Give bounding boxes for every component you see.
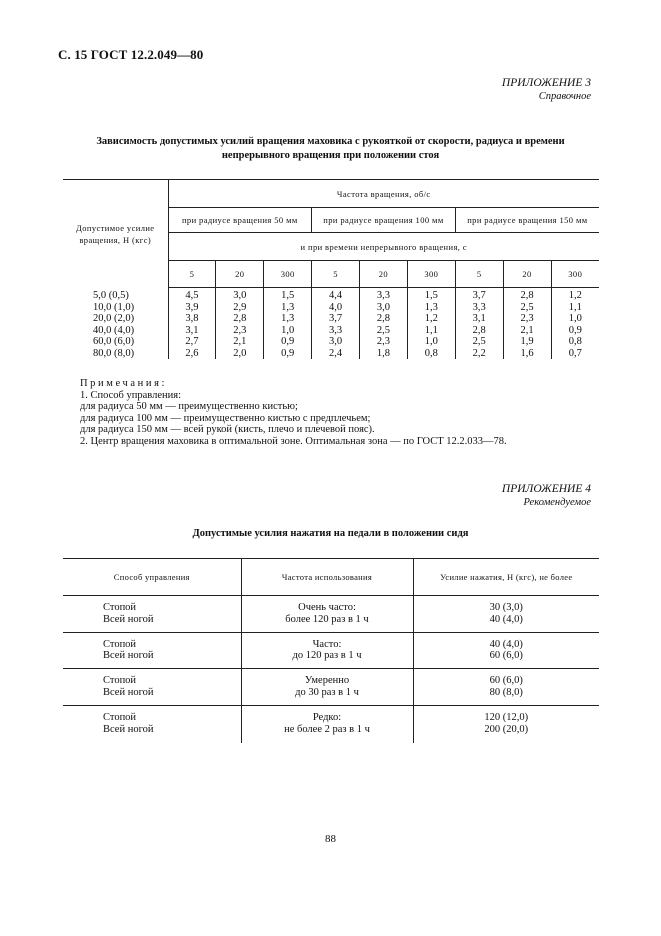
speed-cell: 2,3 bbox=[503, 313, 551, 325]
time-value: 20 bbox=[503, 261, 551, 288]
control-mode-cell bbox=[63, 596, 241, 633]
note-line: для радиуса 150 мм — всей рукой (кисть, плечо и плечевой пояс). bbox=[80, 424, 375, 436]
speed-cell: 1,9 bbox=[503, 336, 551, 348]
appendix-3-heading bbox=[502, 76, 591, 104]
speed-cell: 3,8 bbox=[168, 313, 216, 325]
table-row bbox=[63, 325, 599, 337]
time-header: и при времени непрерывного вращения, с bbox=[168, 233, 599, 261]
speed-cell: 3,0 bbox=[216, 288, 264, 302]
pressing-force-cell-line: 200 (20,0) bbox=[484, 723, 529, 735]
table-row bbox=[63, 632, 599, 669]
table-row bbox=[63, 313, 599, 325]
force-cell: 20,0 (2,0) bbox=[93, 313, 135, 324]
speed-cell: 3,3 bbox=[455, 302, 503, 314]
control-mode-cell-line: Стопой bbox=[103, 711, 137, 723]
usage-frequency-cell-line: более 120 раз в 1 ч bbox=[285, 613, 369, 625]
speed-cell: 3,9 bbox=[168, 302, 216, 314]
usage-frequency-cell-line: до 120 раз в 1 ч bbox=[292, 650, 362, 662]
control-mode-cell-line: Стопой bbox=[103, 638, 137, 650]
note-line: для радиуса 50 мм — преимущественно кистью; bbox=[80, 401, 298, 413]
pressing-force-cell bbox=[413, 705, 599, 743]
usage-frequency-cell-line: не более 2 раз в 1 ч bbox=[284, 723, 370, 735]
table-2-caption: Допустимые усилия нажатия на педали в положении сидя bbox=[192, 528, 469, 539]
speed-cell: 4,5 bbox=[168, 288, 216, 302]
table-1-caption-line-2: непрерывного вращения при положении стоя bbox=[221, 150, 440, 161]
table-row bbox=[63, 348, 599, 360]
table-row bbox=[63, 288, 599, 302]
speed-cell: 4,4 bbox=[312, 288, 360, 302]
page-number: 88 bbox=[325, 833, 336, 845]
speed-cell: 3,3 bbox=[360, 288, 408, 302]
time-value: 20 bbox=[360, 261, 408, 288]
table-1-caption bbox=[40, 135, 621, 163]
radius-header-100: при радиусе вращения 100 мм bbox=[312, 208, 456, 233]
usage-frequency-cell bbox=[241, 632, 413, 669]
speed-cell: 1,6 bbox=[503, 348, 551, 360]
speed-cell: 1,0 bbox=[407, 336, 455, 348]
speed-cell: 1,0 bbox=[551, 313, 599, 325]
usage-frequency-cell bbox=[241, 705, 413, 743]
speed-cell: 1,5 bbox=[264, 288, 312, 302]
speed-cell: 2,0 bbox=[216, 348, 264, 360]
control-mode-cell-line: Всей ногой bbox=[103, 723, 154, 735]
pressing-force-cell-line: 40 (4,0) bbox=[489, 638, 523, 650]
appendix-4-heading bbox=[502, 482, 591, 510]
table-row bbox=[63, 336, 599, 348]
speed-cell: 0,8 bbox=[407, 348, 455, 360]
pressing-force-cell bbox=[413, 596, 599, 633]
pressing-force-cell-line: 80 (8,0) bbox=[489, 686, 523, 698]
time-value: 5 bbox=[168, 261, 216, 288]
speed-cell: 0,8 bbox=[551, 336, 599, 348]
speed-cell: 1,8 bbox=[360, 348, 408, 360]
speed-cell: 0,9 bbox=[551, 325, 599, 337]
pressing-force-cell-line: 120 (12,0) bbox=[484, 711, 529, 723]
speed-cell: 1,3 bbox=[264, 302, 312, 314]
usage-frequency-cell-line: Умеренно bbox=[304, 675, 350, 687]
pressing-force-cell bbox=[413, 669, 599, 706]
control-mode-cell-line: Всей ногой bbox=[103, 650, 154, 662]
header-control-mode: Способ управления bbox=[63, 559, 241, 596]
control-mode-cell-line: Всей ногой bbox=[103, 613, 154, 625]
force-cell: 80,0 (8,0) bbox=[93, 347, 135, 359]
speed-cell: 1,2 bbox=[551, 288, 599, 302]
speed-cell: 2,3 bbox=[360, 336, 408, 348]
control-mode-cell bbox=[63, 632, 241, 669]
header-usage-frequency: Частота использования bbox=[241, 559, 413, 596]
time-value: 5 bbox=[312, 261, 360, 288]
pedal-force-table bbox=[63, 558, 599, 743]
control-mode-cell-line: Стопой bbox=[103, 602, 137, 613]
usage-frequency-cell-line: Очень часто: bbox=[298, 602, 356, 613]
speed-cell: 3,0 bbox=[312, 336, 360, 348]
radius-header-50: при радиусе вращения 50 мм bbox=[168, 208, 312, 233]
appendix-3-title: ПРИЛОЖЕНИЕ 3 bbox=[501, 77, 591, 89]
speed-cell: 2,5 bbox=[360, 325, 408, 337]
speed-cell: 2,5 bbox=[455, 336, 503, 348]
speed-cell: 0,9 bbox=[264, 348, 312, 360]
table-1-caption-line-1: Зависимость допустимых усилий вращения маховика с рукояткой от скорости, радиуса и времени bbox=[96, 136, 565, 147]
force-cell: 5,0 (0,5) bbox=[93, 289, 129, 301]
force-cell: 10,0 (1,0) bbox=[93, 301, 135, 313]
pressing-force-cell bbox=[413, 632, 599, 669]
appendix-4-subtitle: Рекомендуемое bbox=[523, 497, 591, 508]
speed-cell: 3,7 bbox=[312, 313, 360, 325]
speed-cell: 2,8 bbox=[360, 313, 408, 325]
row-header: Допустимое усилие вращения, Н (кгс) bbox=[63, 180, 168, 288]
speed-cell: 2,8 bbox=[455, 325, 503, 337]
speed-cell: 1,5 bbox=[407, 288, 455, 302]
speed-cell: 2,8 bbox=[503, 288, 551, 302]
speed-cell: 2,1 bbox=[503, 325, 551, 337]
speed-cell: 3,7 bbox=[455, 288, 503, 302]
speed-cell: 1,3 bbox=[407, 302, 455, 314]
usage-frequency-cell-line: до 30 раз в 1 ч bbox=[295, 686, 359, 698]
control-mode-cell-line: Всей ногой bbox=[103, 686, 154, 698]
speed-cell: 0,7 bbox=[551, 348, 599, 360]
speed-cell: 2,4 bbox=[312, 348, 360, 360]
pressing-force-cell-line: 40 (4,0) bbox=[489, 613, 523, 625]
page-header: С. 15 ГОСТ 12.2.049—80 bbox=[58, 47, 204, 62]
table-row bbox=[63, 669, 599, 706]
appendix-3-subtitle: Справочное bbox=[538, 91, 591, 102]
speed-cell: 2,8 bbox=[216, 313, 264, 325]
note-line: 2. Центр вращения маховика в оптимальной зоне. Оптимальная зона — по ГОСТ 12.2.033—78. bbox=[80, 435, 507, 447]
note-line: 1. Способ управления: bbox=[80, 389, 181, 401]
usage-frequency-cell bbox=[241, 596, 413, 633]
speed-cell: 3,1 bbox=[168, 325, 216, 337]
force-cell: 40,0 (4,0) bbox=[93, 324, 135, 336]
force-cell: 60,0 (6,0) bbox=[93, 336, 135, 347]
pressing-force-cell-line: 60 (6,0) bbox=[489, 675, 523, 687]
speed-header: Частота вращения, об/с bbox=[168, 180, 599, 208]
radius-header-150: при радиусе вращения 150 мм bbox=[455, 208, 599, 233]
usage-frequency-cell-line: Редко: bbox=[312, 711, 342, 723]
speed-cell: 2,1 bbox=[216, 336, 264, 348]
control-mode-cell-line: Стопой bbox=[103, 675, 137, 687]
time-value: 20 bbox=[216, 261, 264, 288]
speed-cell: 2,6 bbox=[168, 348, 216, 360]
speed-cell: 1,0 bbox=[264, 325, 312, 337]
speed-cell: 2,3 bbox=[216, 325, 264, 337]
speed-cell: 0,9 bbox=[264, 336, 312, 348]
speed-cell: 4,0 bbox=[312, 302, 360, 314]
speed-cell: 3,1 bbox=[455, 313, 503, 325]
speed-cell: 1,2 bbox=[407, 313, 455, 325]
pressing-force-cell-line: 30 (3,0) bbox=[489, 602, 523, 613]
pressing-force-cell-line: 60 (6,0) bbox=[489, 650, 523, 662]
usage-frequency-cell-line: Часто: bbox=[312, 638, 342, 650]
rotation-force-table bbox=[63, 179, 599, 359]
speed-cell: 1,1 bbox=[551, 302, 599, 314]
speed-cell: 1,1 bbox=[407, 325, 455, 337]
time-value: 300 bbox=[264, 261, 312, 288]
table-row bbox=[63, 705, 599, 743]
speed-cell: 2,5 bbox=[503, 302, 551, 314]
control-mode-cell bbox=[63, 705, 241, 743]
speed-cell: 2,2 bbox=[455, 348, 503, 360]
notes bbox=[80, 378, 507, 448]
speed-cell: 2,7 bbox=[168, 336, 216, 348]
notes-title: Примечания: bbox=[80, 378, 168, 389]
control-mode-cell bbox=[63, 669, 241, 706]
time-value: 300 bbox=[551, 261, 599, 288]
header-pressing-force: Усилие нажатия, Н (кгс), не более bbox=[413, 559, 599, 596]
speed-cell: 3,0 bbox=[360, 302, 408, 314]
time-value: 300 bbox=[407, 261, 455, 288]
table-row bbox=[63, 302, 599, 314]
appendix-4-title: ПРИЛОЖЕНИЕ 4 bbox=[501, 483, 591, 495]
usage-frequency-cell bbox=[241, 669, 413, 706]
speed-cell: 2,9 bbox=[216, 302, 264, 314]
note-line: для радиуса 100 мм — преимущественно кистью с предплечьем; bbox=[80, 412, 371, 424]
speed-cell: 1,3 bbox=[264, 313, 312, 325]
table-row bbox=[63, 596, 599, 633]
time-value: 5 bbox=[455, 261, 503, 288]
speed-cell: 3,3 bbox=[312, 325, 360, 337]
